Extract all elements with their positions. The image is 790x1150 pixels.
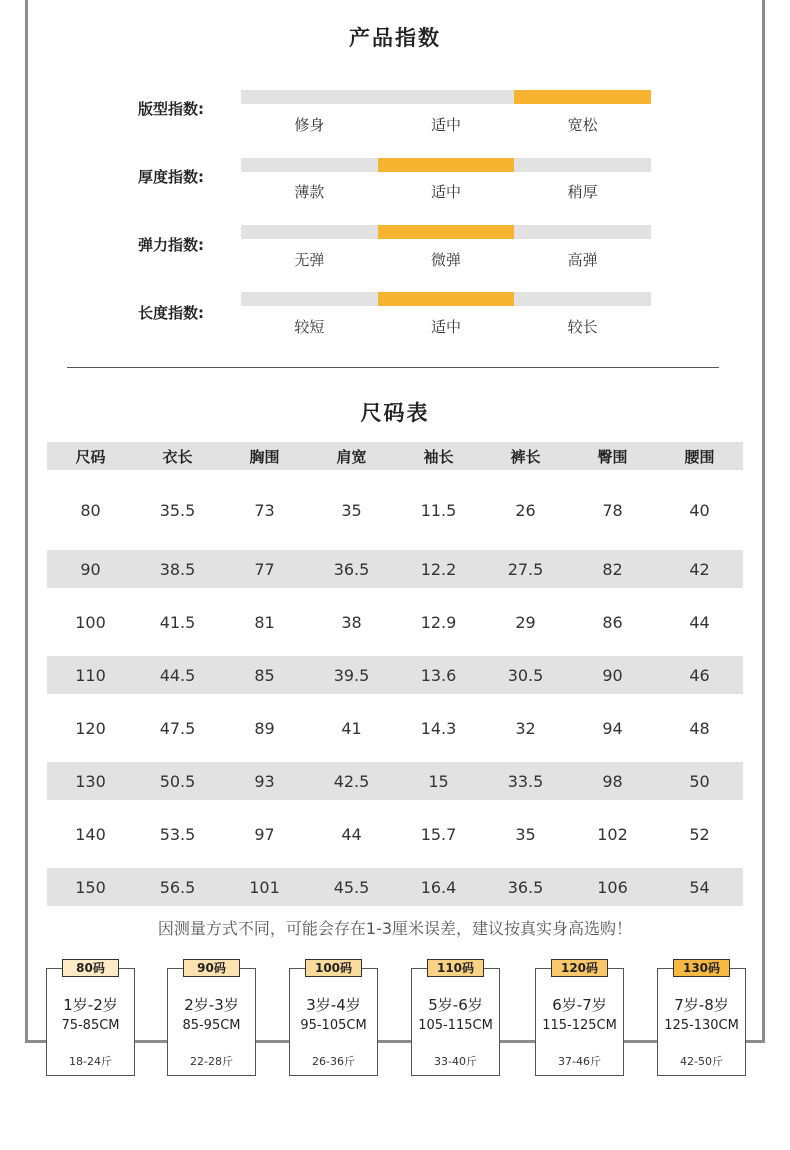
table-cell: 89: [254, 718, 275, 738]
size-card-age: 5岁-6岁: [428, 996, 483, 1014]
index-option: 稍厚: [567, 183, 598, 201]
table-cell: 100: [75, 612, 106, 632]
table-cell: 44: [341, 824, 362, 844]
size-table: [47, 442, 743, 906]
index-option: 适中: [431, 116, 462, 134]
size-card-weight: 42-50斤: [680, 1055, 723, 1068]
index-bar-segment: [241, 158, 378, 172]
size-card-box: [411, 968, 500, 1076]
table-cell: 13.6: [420, 665, 457, 685]
index-option: 宽松: [567, 116, 598, 134]
size-card-height: 105-115CM: [418, 1018, 493, 1033]
table-cell: 48: [689, 718, 710, 738]
index-bar-fit: [241, 90, 651, 104]
index-bar-thickness: [241, 158, 651, 172]
index-label-fit: 版型指数:: [138, 100, 204, 118]
table-header-row: [47, 442, 743, 470]
table-cell: 56.5: [159, 877, 196, 897]
table-cell: 46: [689, 665, 710, 685]
index-bar-segment: [378, 158, 515, 172]
table-cell: 39.5: [333, 665, 370, 685]
table-header-cell: 袖长: [423, 447, 454, 466]
table-cell: 140: [75, 824, 106, 844]
index-bar-segment: [514, 292, 651, 306]
table-cell: 42.5: [333, 771, 370, 791]
table-cell: 53.5: [159, 824, 196, 844]
table-header-cell: 肩宽: [336, 447, 367, 466]
table-cell: 54: [689, 877, 710, 897]
frame-right-border: [762, 0, 765, 1043]
frame-bottom-border: [25, 1040, 765, 1043]
table-row: [47, 656, 743, 694]
table-header-cell: 胸围: [249, 447, 280, 466]
table-row: [47, 868, 743, 906]
size-card-height: 125-130CM: [664, 1018, 739, 1033]
table-cell: 150: [75, 877, 106, 897]
size-card-box: [289, 968, 378, 1076]
index-option: 较长: [567, 318, 598, 336]
product-index-title: 产品指数: [349, 26, 441, 50]
index-option: 无弹: [294, 251, 325, 269]
index-bar-segment: [514, 90, 651, 104]
size-card-height: 95-105CM: [300, 1018, 367, 1033]
size-card-age: 7岁-8岁: [674, 996, 729, 1014]
table-row: [47, 470, 743, 550]
index-label-elasticity: 弹力指数:: [138, 236, 204, 254]
table-cell: 44: [689, 612, 710, 632]
size-card-tag: 100码: [305, 959, 362, 977]
size-chart-title: 尺码表: [360, 401, 430, 425]
table-row: [47, 800, 743, 868]
table-header-cell: 裤长: [510, 447, 541, 466]
size-card-weight: 37-46斤: [558, 1055, 601, 1068]
table-cell: 45.5: [333, 877, 370, 897]
table-cell: 36.5: [507, 877, 544, 897]
index-options-elasticity: [241, 249, 651, 270]
table-cell: 50.5: [159, 771, 196, 791]
section-divider: [67, 367, 719, 368]
table-cell: 52: [689, 824, 710, 844]
table-cell: 35: [341, 500, 362, 520]
table-cell: 15: [428, 771, 449, 791]
index-option: 较短: [294, 318, 325, 336]
size-card-box: [167, 968, 256, 1076]
table-cell: 44.5: [159, 665, 196, 685]
table-cell: 85: [254, 665, 275, 685]
size-card-height: 85-95CM: [182, 1018, 241, 1033]
size-card-box: [535, 968, 624, 1076]
table-cell: 38.5: [159, 559, 196, 579]
table-row: [47, 550, 743, 588]
index-option: 修身: [294, 116, 325, 134]
table-row: [47, 694, 743, 762]
table-cell: 40: [689, 500, 710, 520]
table-row: [47, 762, 743, 800]
index-bar-segment: [378, 292, 515, 306]
frame-left-border: [25, 0, 28, 1043]
table-cell: 82: [602, 559, 623, 579]
table-cell: 26: [515, 500, 536, 520]
table-cell: 27.5: [507, 559, 544, 579]
table-cell: 80: [80, 500, 101, 520]
table-cell: 86: [602, 612, 623, 632]
size-card-weight: 18-24斤: [69, 1055, 112, 1068]
size-card-weight: 26-36斤: [312, 1055, 355, 1068]
size-card-weight: 33-40斤: [434, 1055, 477, 1068]
index-bar-segment: [514, 158, 651, 172]
table-cell: 73: [254, 500, 275, 520]
table-cell: 35.5: [159, 500, 196, 520]
table-cell: 12.2: [420, 559, 457, 579]
table-cell: 12.9: [420, 612, 457, 632]
table-cell: 35: [515, 824, 536, 844]
size-card-box: [657, 968, 746, 1076]
index-bar-segment: [514, 225, 651, 239]
size-card-age: 3岁-4岁: [306, 996, 361, 1014]
index-option: 适中: [431, 318, 462, 336]
index-bar-segment: [241, 292, 378, 306]
index-label-length: 长度指数:: [138, 304, 204, 322]
table-cell: 93: [254, 771, 275, 791]
table-cell: 101: [249, 877, 280, 897]
index-options-fit: [241, 114, 651, 135]
table-cell: 38: [341, 612, 362, 632]
size-card-age: 1岁-2岁: [63, 996, 118, 1014]
table-cell: 32: [515, 718, 536, 738]
size-card-height: 75-85CM: [61, 1018, 120, 1033]
table-cell: 15.7: [420, 824, 457, 844]
index-label-thickness: 厚度指数:: [138, 168, 204, 186]
size-card-age: 2岁-3岁: [184, 996, 239, 1014]
index-options-thickness: [241, 181, 651, 202]
table-cell: 94: [602, 718, 623, 738]
table-cell: 47.5: [159, 718, 196, 738]
table-cell: 11.5: [420, 500, 457, 520]
index-bar-segment: [378, 225, 515, 239]
size-card-tag: 130码: [673, 959, 730, 977]
table-cell: 77: [254, 559, 275, 579]
table-cell: 130: [75, 771, 106, 791]
size-card-tag: 90码: [183, 959, 240, 977]
size-card-height: 115-125CM: [542, 1018, 617, 1033]
table-cell: 42: [689, 559, 710, 579]
size-card-box: [46, 968, 135, 1076]
table-cell: 106: [597, 877, 628, 897]
index-bar-segment: [241, 90, 378, 104]
index-option: 适中: [431, 183, 462, 201]
table-cell: 97: [254, 824, 275, 844]
table-cell: 50: [689, 771, 710, 791]
measurement-note: 因测量方式不同，可能会存在1-3厘米误差，建议按真实身高选购！: [157, 919, 633, 938]
index-option: 薄款: [294, 183, 325, 201]
index-options-length: [241, 316, 651, 337]
table-header-cell: 臀围: [597, 447, 628, 466]
size-card-tag: 120码: [551, 959, 608, 977]
table-cell: 102: [597, 824, 628, 844]
table-cell: 110: [75, 665, 106, 685]
index-bar-segment: [241, 225, 378, 239]
table-cell: 41: [341, 718, 362, 738]
index-bar-elasticity: [241, 225, 651, 239]
size-card-age: 6岁-7岁: [552, 996, 607, 1014]
table-cell: 36.5: [333, 559, 370, 579]
table-cell: 90: [602, 665, 623, 685]
index-bar-length: [241, 292, 651, 306]
size-card-weight: 22-28斤: [190, 1055, 233, 1068]
table-header-cell: 腰围: [684, 447, 715, 466]
index-bar-segment: [378, 90, 515, 104]
table-cell: 16.4: [420, 877, 457, 897]
index-option: 高弹: [567, 251, 598, 269]
table-cell: 78: [602, 500, 623, 520]
size-card-tag: 80码: [62, 959, 119, 977]
table-cell: 41.5: [159, 612, 196, 632]
table-cell: 98: [602, 771, 623, 791]
size-card-tag: 110码: [427, 959, 484, 977]
table-header-cell: 尺码: [75, 447, 106, 466]
table-cell: 90: [80, 559, 101, 579]
table-header-cell: 衣长: [162, 447, 193, 466]
table-cell: 120: [75, 718, 106, 738]
table-cell: 29: [515, 612, 536, 632]
table-cell: 30.5: [507, 665, 544, 685]
table-cell: 14.3: [420, 718, 457, 738]
table-cell: 81: [254, 612, 275, 632]
table-row: [47, 588, 743, 656]
table-cell: 33.5: [507, 771, 544, 791]
index-option: 微弹: [431, 251, 462, 269]
